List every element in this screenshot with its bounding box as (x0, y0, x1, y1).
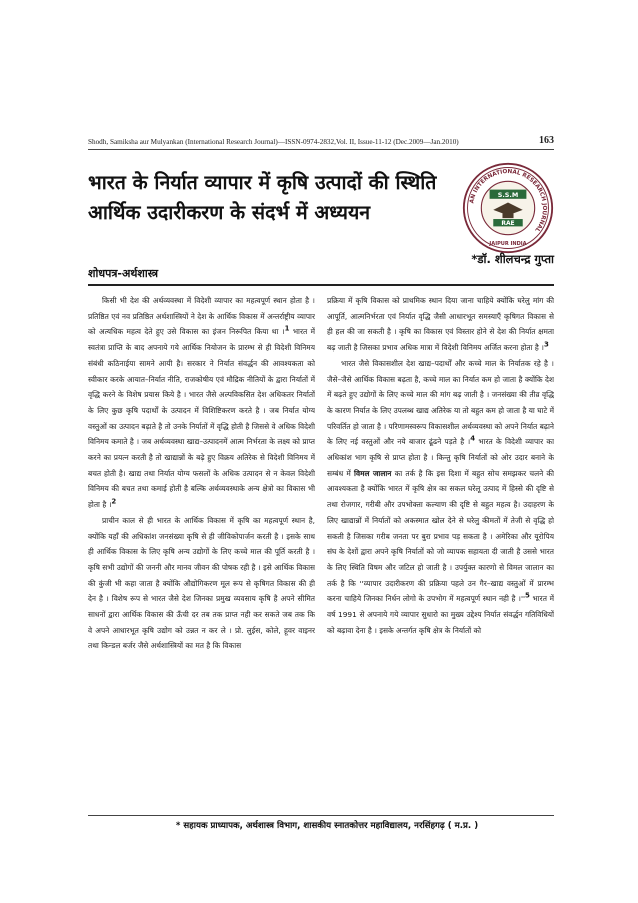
title-line-1: भारत के निर्यात व्यापार में कृषि उत्पादों की स्थिति (88, 171, 437, 194)
article-title (88, 168, 468, 228)
left-paragraph-1: किसी भी देश की अर्थव्यवस्था में विदेशी व्यापार का महत्वपूर्ण स्थान होता है । प्रतिष्ठित एवं नव प्रतिष्ठित अर्थशास्त्रियों ने देश के आर्थिक विकास में अन्तर्राष्ट्रीय व्यापार को अत्यधिक महत्व देते हुए उसे विकास का इंजन निरूपित किया था ।$^1$ भारत में स्वतंत्रा प्राप्ति के बाद अपनाये गये आर्थिक नियोजन के प्रारम्भ से ही विदेशी विनिमय संबंधी कठिनाईया सामने आयी है। सरकार ने निर्यात संवर्द्धन की आवश्यकता को स्वीकार करके आयात–निर्यात नीति, राजकोषीय एवं मौद्रिक नीतियों के द्वारा निर्यातों में वृद्धि करने के विशेष प्रयास किये है । भारत जैसे अल्पविकसित देश अधिकतर निर्यातों के लिए कुछ कृषि पदार्थों के उत्पादन में विशिष्टिकरण करते है । जब निर्यात योग्य वस्तुओं का उत्पादन बढ़ाते है तो उनके निर्यातों में वृद्धि होती है जिससे वे अधिक विदेशी विनिमय कमाते है । जब अर्थव्यवस्था खाद्य–उत्पादनमें आत्म निर्भरता के लक्ष्य को प्राप्त करने का प्रयत्न करती है तो खाद्यान्नों के बढ़े हुए विक्रय अतिरेक से विदेशी विनिमय में बचत होती है। खाद्य तथा निर्यात योग्य फसलों के अधिक उत्पादन से न केवल विदेशी विनिमय की बचत तथा कमाई होती है बल्कि अर्थव्यवस्थाके अन्य क्षेत्रो का विकास भी होता है ।$^2$ (88, 296, 315, 510)
section-label: शोधपत्र-अर्थशास्त्र (88, 267, 159, 280)
svg-text:AN INTERNATIONAL RESEARCH JOUR: AN INTERNATIONAL RESEARCH JOURNAL (469, 168, 547, 233)
left-paragraph-2: प्राचीन काल से ही भारत के आर्थिक विकास में कृषि का महत्वपूर्ण स्थान है, क्योंकि यहाँ की अधिकांश जनसंख्या कृषि से ही जीविकोपार्जन करती है । इसके साथ ही आर्थिक विकास के लिए कृषि अन्य उद्योगों के लिए कच्चे माल की पूर्ति करती है । कृषि सभी उद्योगों की जननी और मानव जीवन की पोषक रही है । इसे आर्थिक विकास की कुंजी भी कहा जाता है क्योंकि औद्योगिकरण मूल रूप से कृषिगत विकास की ही देन है । विशेष रूप से भारत जैसे देश जिनका प्रमुख व्यवसाय कृषि है अपने सीमित साधनों द्वारा आर्थिक विकास की ऊँची दर तब तक प्राप्त नही कर सकते जब तक कि वे अपने आधारभूत कृषि उद्योग को उन्नत न कर ले । प्रो. लुईस, कोले, हूवर वाइनर तथा किन्डल बर्जर जैसे अर्थशास्त्रियों का मत है कि विकास (88, 515, 315, 651)
reference-mark: 5 (525, 591, 530, 600)
right-paragraph-2: भारत जैसे विकासशील देश खाद्य–पदार्थों और कच्चे माल के निर्यातक रहे है । जैसे–जैसे आर्थिक विकास बढ़ता है, कच्चे माल का निर्यात कम हो जाता है क्योंकि देश में बढ़ते हुए उद्योगों के लिए कच्चे माल की मांग बढ़ जाती है । जनसंख्या की तीव्र वृद्धि के कारण निर्यात के लिए उपलब्ध खाद्य अतिरेक या तो बहुत कम हो जाता है या घाटे में परिवर्तित हो जाता है । परिणामस्वरूप विकासशील अर्थव्यवस्था को अपने निर्यात बढ़ाने के लिए नई वस्तुओं और नये बाजार ढूंढने पड़ते है ।$^4$ भारत के विदेशी व्यापार का अधिकांश भाग कृषि से प्राप्त होता है । किन्तु कृषि निर्यातों को ओर उदार बनाने के सम्बंध में विमल जालान का तर्क है कि इस दिशा में बहुत सोच समझकर चलने की आवश्यकता है क्योंकि भारत में कृषि क्षेत्र का सकल घरेलू उत्पाद में हिस्से की दृष्टि से तथा रोजगार, गरीबी और उपभोक्ता कल्याण की दृष्टि से बहुत महत्व है। उदाहरण के लिए खाद्यान्नों में निर्यातों को अकस्मात खोल देने से घरेलु कीमतों में तेजी से वृद्धि हो सकती है जिसका गरीब जनता पर बुरा प्रभाव पड़ सकता है । अमेरिका और यूरोपिय संघ के देशों द्वारा अपने कृषि निर्यातों को जो व्यापक सहायता दी जाती है उससे भारत के लिए स्थिति विषम और जटिल हो जाती है । उपर्युक्त कारणो से विमल जालान का तर्क है कि ''व्यापार उदारीकरण की प्रक्रिया पहले उन गैर–खाद्य वस्तुओं में प्रारम्भ करना चाहिये जिनका निर्धन लोगो के उपभोग में महत्वपूर्ण स्थान नही है $।''^5$ भारत में वर्ष 1991 से अपनाये गये व्यापार सुधारो का मुख्य उद्देश्य निर्यात संवर्द्धन गतिविधियों को बढ़ावा देना है । इसके अन्तर्गत कृषि क्षेत्र के निर्यातों को (327, 358, 554, 635)
author-name: *डॉ. शीलचन्द्र गुप्ता (471, 252, 554, 266)
section-rule (88, 284, 554, 286)
journal-seal-logo (462, 162, 554, 254)
svg-text:JAIPUR INDIA: JAIPUR INDIA (489, 240, 527, 247)
reference-mark: 4 (470, 434, 476, 443)
author-affiliation-footnote: * सहायक प्राध्यापक, अर्थशास्त्र विभाग, शासकीय स्नातकोत्तर महाविद्यालय, नरसिंहगढ़ ( म.प्र. ) (175, 821, 479, 831)
journal-citation: Shodh, Samiksha aur Mulyankan (International Research Journal)—ISSN-0974-2832,Vol. II, Issue-11-12 (Dec.2009—Jan.2010) (88, 138, 459, 146)
title-line-2: आर्थिक उदारीकरण के संदर्भ में अध्ययन (88, 201, 371, 224)
page-number: 163 (539, 135, 554, 146)
right-column (327, 293, 554, 813)
right-paragraph-1: प्रक्रिया में कृषि विकास को प्राथमिक स्थान दिया जाना चाहिये क्योंकि घरेलु मांग की आपूर्ति, आत्मनिर्भरता एवं निर्यात वृद्धि जैसी आधारभूत समस्याएँ कृषिगत विकास से ही हल की जा सकती है । कृषि का विकास एवं विस्तार होने से देश की निर्यात क्षमता बढ़ जाती है जिसका प्रभाव अधिक मात्रा में विदेशी विनिमय अर्जित करना होता है ।$^3$ (327, 296, 554, 353)
footnote-rule (88, 815, 554, 816)
reference-mark: 3 (543, 340, 549, 349)
running-header (88, 135, 554, 146)
header-rule (88, 149, 554, 150)
reference-mark: 1 (284, 324, 290, 333)
reference-mark: 2 (111, 497, 117, 506)
svg-text:S.S.M: S.S.M (497, 190, 519, 199)
cited-author-name: विमल जालान (354, 468, 392, 478)
left-column (88, 293, 315, 813)
svg-text:RAE: RAE (501, 220, 515, 228)
